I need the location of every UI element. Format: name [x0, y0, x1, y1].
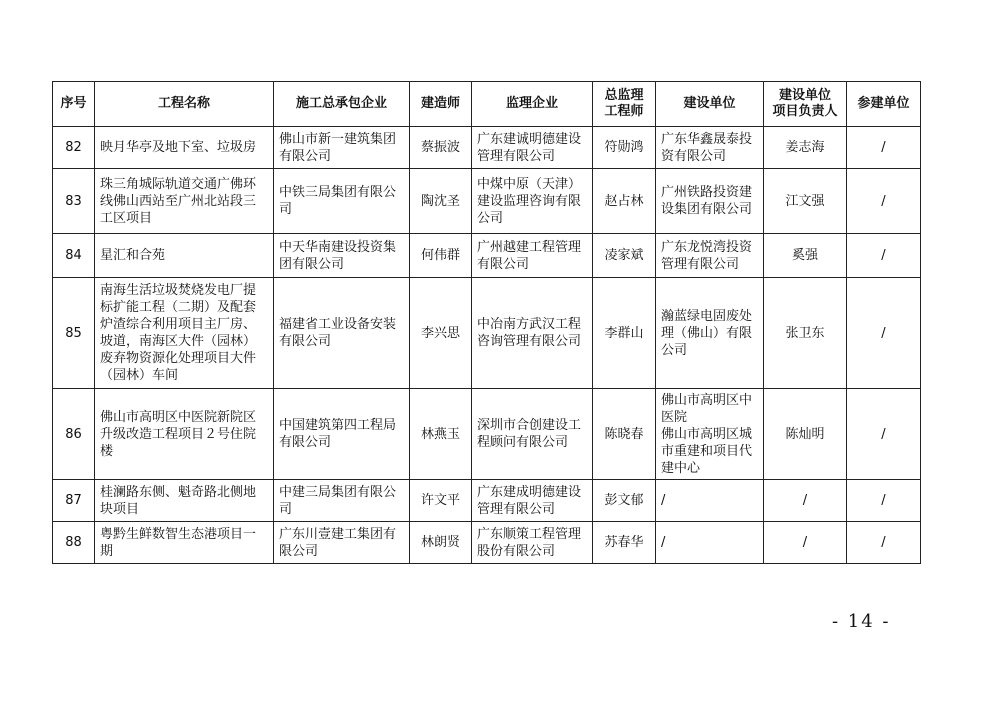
owner-lead: 奚强 — [791, 248, 818, 263]
owner-lead: 江文强 — [785, 193, 825, 209]
owner-lead: 陈灿明 — [785, 426, 825, 442]
header-owner-lead: 建设单位 项目负责人 — [764, 82, 847, 127]
table-row — [53, 127, 921, 169]
owner-lead-cell — [764, 169, 847, 234]
chief-supervisor: 赵占林 — [604, 193, 644, 209]
participant: / — [881, 140, 886, 155]
participant-cell — [847, 169, 921, 234]
supervisor-cell — [472, 278, 593, 389]
project-name-cell — [95, 389, 274, 480]
owner-lead: 姜志海 — [785, 140, 825, 155]
owner-lead: 张卫东 — [785, 325, 825, 341]
table-row — [53, 480, 921, 522]
row-number: 87 — [65, 493, 82, 508]
contractor-cell — [274, 127, 410, 169]
project-name: 桂澜路东侧、魁奇路北侧地块项目 — [100, 484, 257, 517]
header-participant: 参建单位 — [847, 82, 921, 127]
row-number-cell — [53, 278, 95, 389]
table-row — [53, 169, 921, 234]
builder-cell — [410, 169, 472, 234]
table-row — [53, 278, 921, 389]
owner-cell — [656, 234, 764, 278]
header-contractor: 施工总承包企业 — [274, 82, 410, 127]
project-name: 映月华亭及地下室、垃圾房 — [100, 140, 257, 155]
header-supervisor: 监理企业 — [472, 82, 593, 127]
chief-supervisor: 凌家斌 — [604, 248, 644, 263]
owner-cell — [656, 169, 764, 234]
chief-supervisor: 符勋鸿 — [604, 140, 644, 155]
participant-cell — [847, 127, 921, 169]
project-name: 佛山市高明区中医院新院区升级改造工程项目２号住院楼 — [100, 409, 257, 459]
supervisor: 广州越建工程管理有限公司 — [477, 239, 582, 272]
owner: 瀚蓝绿电固废处理（佛山）有限公司 — [661, 308, 753, 358]
header-chief-supervisor: 总监理 工程师 — [593, 82, 656, 127]
contractor: 中铁三局集团有限公司 — [279, 185, 397, 217]
owner-cell — [656, 127, 764, 169]
owner-lead: / — [802, 493, 808, 508]
contractor: 中天华南建设投资集团有限公司 — [279, 239, 397, 272]
participant: / — [881, 535, 886, 550]
chief-supervisor: 苏春华 — [604, 535, 644, 550]
project-name-cell — [95, 278, 274, 389]
chief-supervisor-cell — [593, 127, 656, 169]
row-number-cell — [53, 522, 95, 564]
contractor-cell — [274, 522, 410, 564]
project-name: 南海生活垃圾焚烧发电厂提标扩能工程（二期）及配套炉渣综合利用项目主厂房、坡道，南海区大件（园林）废弃物资源化处理项目大件（园林）车间 — [100, 283, 257, 383]
participant-cell — [847, 234, 921, 278]
header-no: 序号 — [53, 82, 95, 127]
builder-cell — [410, 127, 472, 169]
builder-cell — [410, 278, 472, 389]
builder: 李兴思 — [420, 325, 460, 341]
builder: 许文平 — [420, 493, 460, 508]
header-owner: 建设单位 — [656, 82, 764, 127]
chief-supervisor: 李群山 — [604, 325, 644, 341]
table-row — [53, 389, 921, 480]
builder: 蔡振波 — [420, 140, 460, 155]
supervisor-cell — [472, 127, 593, 169]
table-row — [53, 234, 921, 278]
chief-supervisor-cell — [593, 389, 656, 480]
row-number: 85 — [65, 325, 82, 341]
row-number-cell — [53, 480, 95, 522]
owner-lead-cell — [764, 522, 847, 564]
contractor-cell — [274, 389, 410, 480]
supervisor-cell — [472, 389, 593, 480]
row-number: 84 — [65, 248, 82, 263]
header-row — [53, 82, 921, 127]
contractor: 广东川壹建工集团有限公司 — [279, 526, 397, 559]
project-name-cell — [95, 480, 274, 522]
row-number: 83 — [65, 193, 82, 209]
page-number: - 14 - — [832, 611, 891, 632]
participant-cell — [847, 389, 921, 480]
participant: / — [881, 493, 886, 508]
header-project-name: 工程名称 — [95, 82, 274, 127]
row-number-cell — [53, 234, 95, 278]
supervisor: 广东顺策工程管理股份有限公司 — [477, 526, 582, 559]
supervisor-cell — [472, 522, 593, 564]
owner-lead: / — [802, 535, 808, 550]
supervisor: 中冶南方武汉工程咨询管理有限公司 — [477, 317, 582, 349]
project-name-cell — [95, 169, 274, 234]
participant: / — [881, 248, 886, 263]
chief-supervisor-cell — [593, 278, 656, 389]
row-number-cell — [53, 169, 95, 234]
chief-supervisor-cell — [593, 480, 656, 522]
participant-cell — [847, 522, 921, 564]
participant: / — [881, 325, 886, 341]
project-name-cell — [95, 522, 274, 564]
builder: 林朗贤 — [420, 535, 460, 550]
header-builder: 建造师 — [410, 82, 472, 127]
supervisor-cell — [472, 480, 593, 522]
project-name: 星汇和合苑 — [100, 248, 166, 263]
owner-lead-cell — [764, 278, 847, 389]
supervisor: 广东建诚明德建设管理有限公司 — [477, 131, 582, 164]
builder-cell — [410, 389, 472, 480]
owner: / — [661, 493, 666, 508]
owner-lead-cell — [764, 480, 847, 522]
contractor: 中国建筑第四工程局有限公司 — [279, 418, 397, 450]
chief-supervisor-cell — [593, 234, 656, 278]
owner-cell — [656, 480, 764, 522]
supervisor-cell — [472, 169, 593, 234]
owner: 广东华鑫晟泰投资有限公司 — [661, 131, 753, 164]
contractor-cell — [274, 234, 410, 278]
owner: 广东龙悦湾投资管理有限公司 — [661, 239, 753, 272]
contractor: 佛山市新一建筑集团有限公司 — [279, 131, 397, 164]
owner-lead-cell — [764, 127, 847, 169]
owner-cell — [656, 522, 764, 564]
row-number: 86 — [65, 426, 82, 442]
chief-supervisor-cell — [593, 522, 656, 564]
builder-cell — [410, 480, 472, 522]
participant-cell — [847, 278, 921, 389]
chief-supervisor: 彭文郁 — [604, 493, 644, 508]
participant-cell — [847, 480, 921, 522]
builder-cell — [410, 522, 472, 564]
contractor-cell — [274, 278, 410, 389]
chief-supervisor-cell — [593, 169, 656, 234]
owner: 佛山市高明区中医院 佛山市高明区城市重建和项目代建中心 — [661, 392, 753, 476]
supervisor-cell — [472, 234, 593, 278]
row-number-cell — [53, 389, 95, 480]
builder: 何伟群 — [420, 248, 460, 263]
project-name: 粤黔生鲜数智生态港项目一期 — [100, 526, 257, 559]
project-name: 珠三角城际轨道交通广佛环线佛山西站至广州北站段三工区项目 — [100, 176, 257, 226]
participant: / — [881, 193, 886, 209]
supervisor: 广东建成明德建设管理有限公司 — [477, 484, 582, 517]
owner: 广州铁路投资建设集团有限公司 — [661, 185, 753, 217]
builder-cell — [410, 234, 472, 278]
builder: 林燕玉 — [420, 426, 460, 442]
project-table — [52, 81, 921, 564]
project-name-cell — [95, 127, 274, 169]
participant: / — [881, 426, 886, 442]
row-number: 88 — [65, 535, 82, 550]
contractor-cell — [274, 169, 410, 234]
builder: 陶沈圣 — [420, 193, 460, 209]
owner-cell — [656, 389, 764, 480]
owner-cell — [656, 278, 764, 389]
chief-supervisor: 陈晓春 — [604, 426, 644, 442]
contractor: 中建三局集团有限公司 — [279, 484, 397, 517]
row-number-cell — [53, 127, 95, 169]
contractor-cell — [274, 480, 410, 522]
row-number: 82 — [65, 140, 82, 155]
owner-lead-cell — [764, 234, 847, 278]
project-name-cell — [95, 234, 274, 278]
supervisor: 中煤中原（天津）建设监理咨询有限公司 — [477, 176, 582, 226]
supervisor: 深圳市合创建设工程顾问有限公司 — [477, 418, 582, 450]
contractor: 福建省工业设备安装有限公司 — [279, 317, 397, 349]
owner: / — [661, 535, 666, 550]
owner-lead-cell — [764, 389, 847, 480]
table-row — [53, 522, 921, 564]
